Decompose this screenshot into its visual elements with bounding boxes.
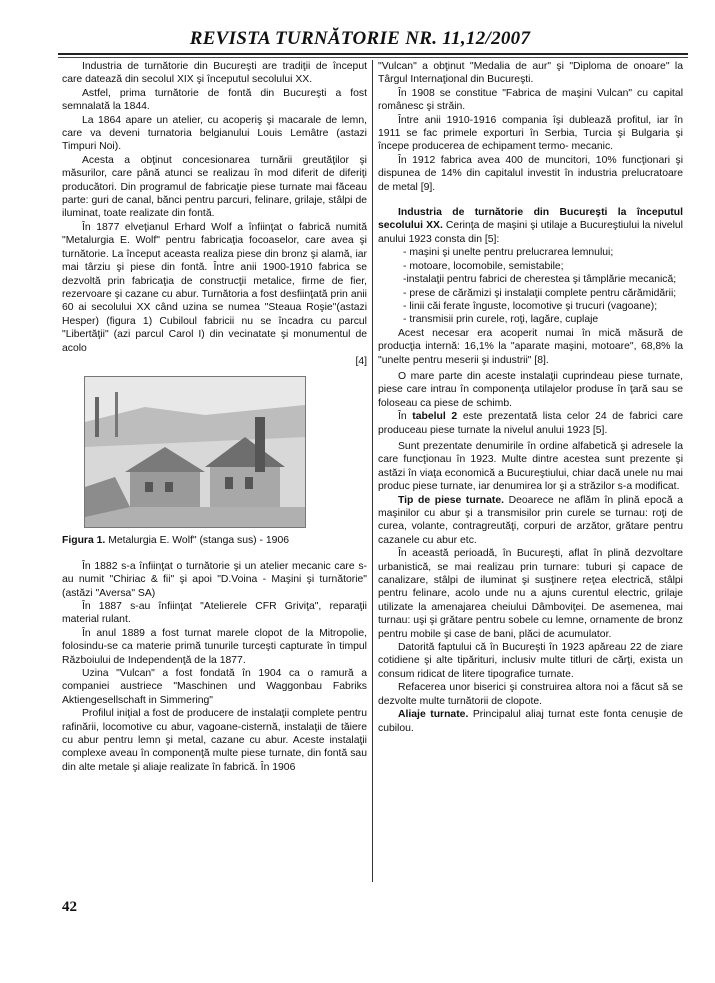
list-item: - transmisii prin curele, roţi, lagăre, cuplaje — [403, 314, 599, 326]
figure-caption-text: Metalurgia E. Wolf" (stanga sus) - 1906 — [105, 535, 289, 547]
paragraph: În această perioadă, în Bucureşti, aflat în plină dezvoltare urbanistică, se mai realizau prin turnare: tuburi şi capace de canalizare, stâlpi de iluminat şi susţinere reţea electrică, stâlpi pentru felinare, acolo unde nu a ajuns curentul electric, grilaje utilizate la amenajarea cheiului Dâmboviţei. De asemenea, mai turnau: uşi şi grătare pentru sobele cu lemne, ornamente de bronz pentru mobile şi case de bani, plăci de acumulator. — [378, 548, 683, 640]
paragraph: Industria de turnătorie din Bucureşti are tradiţii de început care datează din secolul XIX şi începutul secolului XX. — [62, 61, 367, 86]
paragraph: Datorită faptului că în Bucureşti în 1923 apăreau 22 de ziare cotidiene şi alte tipărituri, inclusiv multe titluri de cărţi, exista un consum ridicat de litere tipografice turnate. — [378, 642, 683, 680]
text-fragment: Deoarece ne aflăm în plină epocă a maşinilor cu abur şi a transmisilor prin curele se turnau: roţi de curea, volante, contragreutăţi, corpuri de arzător, grătare pentru cazanele cu abur etc. — [378, 494, 683, 546]
paragraph: Sunt prezentate denumirile în ordine alfabetică şi adresele la care funcţionau în 1923. Multe dintre acestea sunt prezente şi astăzi în viaţa economică a Bucureştiului, chiar dacă unele nu mai produc piese turnate, iar denumirea lor şi a străzilor s-a modificat. — [378, 440, 683, 493]
reference: [4] — [355, 355, 367, 367]
text-fragment: În — [398, 411, 413, 423]
paragraph: Refacerea unor biserici şi construirea altora noi a făcut să se dezvolte multe turnătorii de clopote. — [378, 682, 683, 707]
paragraph: Profilul iniţial a fost de producere de instalaţii complete pentru rafinării, locomotive cu abur, vagoane-cisternă, instalaţii de tăiere cu abur pentru lemn şi metal, cazane cu abur. Aceste instalaţii complexe aveau în componenţă multe piese turnate, din fontă sau din alte metale şi aliaje realizate în fabrică. În 1906 — [62, 708, 367, 773]
subheading: Tip de piese turnate. — [398, 494, 505, 506]
factory-photo-image — [85, 377, 305, 527]
right-column — [378, 60, 683, 735]
table-reference: tabelul 2 — [412, 411, 458, 423]
subheading: Aliaje turnate. — [398, 709, 469, 721]
paragraph — [378, 708, 683, 735]
list-item: - maşini şi unelte pentru prelucrarea lemnului; — [403, 247, 614, 259]
figure-1-photo — [84, 376, 306, 528]
paragraph — [378, 494, 683, 548]
section-text: Cerinţa de maşini şi utilaje a Bucureştiului la nivelul anului 1923 consta din [5]: — [378, 220, 683, 245]
paragraph: Acesta a obţinut concesionarea turnării greutăţilor şi măsurilor, care până atunci se realizau în mod diferit de diferiţi producători. Din programul de fabricaţie piese turnate mai făceau parte: guri de canal, bănci pentru parcuri, felinare, grilaje, stâlpi de iluminat, toate realizate din fontă. — [62, 154, 367, 220]
list-item: - linii căi ferate înguste, locomotive şi trucuri (vagoane); — [403, 300, 658, 312]
page-header-title: REVISTA TURNĂTORIE NR. 11,12/2007 — [189, 28, 531, 49]
paragraph: La 1864 apare un atelier, cu acoperiş şi macarale de lemn, care va deveni turnatoria belgianului Louis Lemâtre (astazi Timpuri Noi). — [62, 114, 367, 153]
paragraph: Între anii 1910-1916 compania îşi dublează profitul, iar în 1911 se fac primele exporturi în Serbia, Turcia şi Bulgaria şi începe producerea de echipament termo- mecanic. — [378, 114, 683, 153]
section-heading: Industria de turnătorie din Bucureşti la începutul secolului XX. — [378, 207, 683, 232]
figure-caption-label: Figura 1. — [62, 535, 106, 547]
column-divider — [372, 60, 373, 882]
left-column — [62, 60, 367, 774]
paragraph — [378, 410, 683, 437]
paragraph: O mare parte din aceste instalaţii cuprindeau piese turnate, piese care intrau în componenţa utilajelor produse în ţară sau se foloseau ca piese de schimb. — [378, 370, 683, 409]
paragraph: Astfel, prima turnătorie de fontă din Bucureşti a fost semnalată la 1844. — [62, 87, 367, 113]
paragraph: În 1912 fabrica avea 400 de muncitori, 10% funcţionari şi dispunea de 14% din capitalul investit în industria prelucratoare de metal [9]. — [378, 154, 683, 193]
list-item: -instalaţii pentru fabrici de cherestea şi tâmplărie mecanică; — [403, 274, 677, 286]
paragraph: În anul 1889 a fost turnat marele clopot de la Mitropolie, folosindu-se ca materie primă tunurile turceşti capturate în timpul Războiului de Independenţă de la 1877. — [62, 627, 367, 666]
paragraph: Uzina "Vulcan" a fost fondată în 1904 ca o ramură a companiei austriece "Maschinen und Waggonbau Fabriks Aktiengesellschaft in Simmering" — [62, 668, 367, 706]
paragraph: În 1908 se constitue "Fabrica de maşini Vulcan" cu capital românesc şi străin. — [378, 87, 683, 113]
list-item: - motoare, locomobile, semistabile; — [403, 260, 564, 272]
list-item: - prese de cărămizi şi instalaţii complete pentru cărămidării; — [403, 287, 677, 299]
paragraph: Acest necesar era acoperit numai în mică măsură de producţia internă: 16,1% la "aparate maşini, motoare", 68,8% la "unelte pentru meserii şi industrii" [8]. — [378, 327, 683, 366]
text-fragment: este prezentată lista celor 24 de fabrici care produceau piese turnate la nivelul anului 1923 [5]. — [378, 411, 683, 436]
text-fragment: Principalul aliaj turnat este fonta cenuşie de cubilou. — [378, 709, 683, 734]
paragraph: "Vulcan" a obţinut "Medalia de aur" şi "Diploma de onoare" la Târgul Internaţional din Bucureşti. — [378, 61, 683, 86]
page-number: 42 — [62, 899, 77, 915]
header-rule-thin — [58, 57, 688, 58]
paragraph: În 1877 elveţianul Erhard Wolf a înfiinţat o fabrică numită "Metalurgia E. Wolf" pentru fabricaţia focoaselor, care avea şi turnătorie. La început aceasta realiza piese din bronz şi alamă, iar mai târziu şi piese din fontă. Între anii 1900-1910 fabrica se dezvoltă prin fabricaţia de construcţii metalice, firme de fier, rezervoare şi cazane cu abur. Turnătoria a fost desfiinţată prin anii 60 ai secolului XX când uzina se numea "Steaua Roşie"(astazi Hesper) (figura 1) Cubiloul fabricii nu se încadra cu parcul "Libertăţii" (azi parcul Carol I) din vecinatate şi monumentul de acolo — [62, 221, 367, 354]
paragraph: În 1882 s-a înfiinţat o turnătorie şi un atelier mecanic care s-au numit "Chiriac & fii" şi apoi "D.Voina - Maşini şi turnătorie" (astăzi "Aversa" SA) — [62, 560, 367, 599]
section-paragraph — [378, 206, 683, 246]
paragraph: În 1887 s-au înfiinţat "Atelierele CFR Griviţa", reparaţii material rulant. — [62, 600, 367, 626]
header-rule — [58, 53, 688, 55]
figure-caption — [62, 534, 367, 547]
